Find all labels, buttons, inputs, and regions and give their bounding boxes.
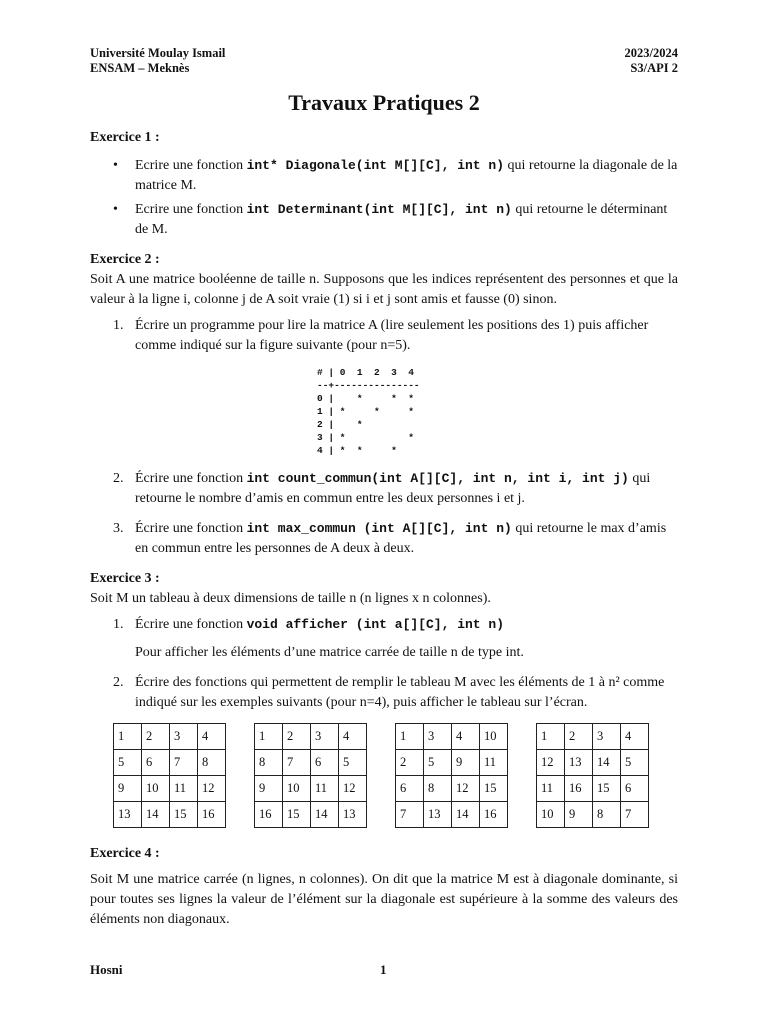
friendship-matrix-figure [317,366,678,457]
table-cell: 16 [255,802,283,828]
table-row [255,750,367,776]
table-cell: 10 [537,802,565,828]
list-item: 2. Écrire une fonction int count_commun(int A[][C], int n, int i, int j) qui retourne le nombre d’amis en commun entre les deux personnes i et j. [113,471,651,506]
table-cell: 4 [621,724,649,750]
exercise-1-list [90,156,678,240]
table-cell: 1 [114,724,142,750]
table-cell: 4 [452,724,480,750]
matrix-line: 2 | * [317,419,363,430]
table-row [396,724,508,750]
exercise-3-intro: Soit M un tableau à deux dimensions de taille n (n lignes x n colonnes). [90,591,491,606]
table-cell: 15 [170,802,198,828]
university-name: Université Moulay Ismail [90,46,226,60]
table-cell: 16 [480,802,508,828]
table-row [255,776,367,802]
table-row [396,750,508,776]
table-row [255,724,367,750]
table-cell: 13 [114,802,142,828]
table-cell: 12 [452,776,480,802]
table-cell: 7 [283,750,311,776]
table-cell: 14 [452,802,480,828]
list-item: 1. Écrire une fonction void afficher (int a[][C], int n) Pour afficher les éléments d’une matrice carrée de taille n de type int. [135,615,678,663]
table-cell: 5 [114,750,142,776]
table-cell: 5 [339,750,367,776]
table-cell: 7 [170,750,198,776]
table-cell: 9 [114,776,142,802]
table-cell: 1 [396,724,424,750]
table-cell: 16 [565,776,593,802]
table-cell: 6 [311,750,339,776]
example-table [113,723,226,828]
table-cell: 11 [480,750,508,776]
code-signature: int Determinant(int M[][C], int n) [246,202,512,217]
table-cell: 9 [565,802,593,828]
table-cell: 15 [480,776,508,802]
table-row [114,776,226,802]
table-cell: 11 [170,776,198,802]
bullet-icon: • [113,158,118,173]
table-cell: 9 [255,776,283,802]
table-cell: 16 [198,802,226,828]
code-signature: int* Diagonale(int M[][C], int n) [246,158,505,173]
footer-author: Hosni [90,962,123,977]
table-cell: 2 [565,724,593,750]
table-cell: 8 [255,750,283,776]
table-cell: 7 [621,802,649,828]
code-signature: int max_commun (int A[][C], int n) [246,521,512,536]
matrix-line: 4 | * * * [317,445,397,456]
table-cell: 14 [142,802,170,828]
code-signature: void afficher (int a[][C], int n) [246,617,505,632]
table-cell: 8 [198,750,226,776]
table-row [537,776,649,802]
example-tables [113,723,678,828]
table-row [114,802,226,828]
example-table [395,723,508,828]
matrix-line: --+--------------- [317,380,420,391]
matrix-line: 3 | * * [317,432,414,443]
list-item: 2. Écrire des fonctions qui permettent de remplir le tableau M avec les éléments de 1 à n² comme indiqué sur les exemples suivants (pour n=4), puis afficher le tableau sur l’écran. [113,675,665,710]
example-table [254,723,367,828]
exercise-2-title: Exercice 2 : [90,252,160,267]
exercise-4-text: Soit M une matrice carrée (n lignes, n colonnes). On dit que la matrice M est à diagonale dominante, si pour toutes ses lignes la valeur de l’élément sur la diagonale est supérieure à la somme des valeurs des éléments non diagonaux. [90,872,678,927]
table-cell: 15 [283,802,311,828]
table-cell: 5 [424,750,452,776]
example-table [536,723,649,828]
table-cell: 4 [198,724,226,750]
academic-year: 2023/2024 [624,46,678,60]
table-row [537,724,649,750]
table-cell: 1 [537,724,565,750]
table-cell: 2 [396,750,424,776]
table-cell: 7 [396,802,424,828]
exercise-3-list [90,615,678,713]
exercise-1-title: Exercice 1 : [90,130,160,145]
table-cell: 5 [621,750,649,776]
table-cell: 12 [537,750,565,776]
bullet-icon: • [113,202,118,217]
table-cell: 12 [198,776,226,802]
page-header [90,46,678,76]
list-item: 1. Écrire un programme pour lire la matrice A (lire seulement les positions des 1) puis afficher comme indiqué sur la figure suivante (pour n=5). # | 0 1 2 3 4 --+--------------- 0 | * * * 1 | * * * 2 | * 3 | * * 4 | * * * [135,316,678,457]
table-cell: 14 [311,802,339,828]
table-row [114,750,226,776]
table-cell: 3 [424,724,452,750]
table-cell: 2 [142,724,170,750]
table-cell: 15 [593,776,621,802]
table-row [255,802,367,828]
table-cell: 10 [283,776,311,802]
list-item: 3. Écrire une fonction int max_commun (int A[][C], int n) qui retourne le max d’amis en commun entre les personnes de A deux à deux. [113,521,667,556]
table-cell: 1 [255,724,283,750]
table-row [537,802,649,828]
page-title: Travaux Pratiques 2 [288,90,480,115]
exercise-2-intro: Soit A une matrice booléenne de taille n. Supposons que les indices représentent des personnes et que la valeur à la ligne i, colonne j de A soit vraie (1) si i et j sont amis et fausse (0) sinon. [90,272,678,307]
table-cell: 6 [142,750,170,776]
table-cell: 6 [621,776,649,802]
table-cell: 3 [170,724,198,750]
item-description: Pour afficher les éléments d’une matrice carrée de taille n de type int. [135,645,524,660]
table-row [114,724,226,750]
table-cell: 9 [452,750,480,776]
header-right [625,46,678,76]
table-cell: 4 [339,724,367,750]
code-signature: int count_commun(int A[][C], int n, int i, int j) [246,471,629,486]
exercise-3-title: Exercice 3 : [90,571,160,586]
course-code: S3/API 2 [630,61,678,75]
table-cell: 3 [593,724,621,750]
table-cell: 13 [339,802,367,828]
list-item: • Ecrire une fonction int* Diagonale(int M[][C], int n) qui retourne la diagonale de la matrice M. [113,158,678,193]
matrix-line: 0 | * * * [317,393,414,404]
table-row [396,802,508,828]
table-cell: 13 [424,802,452,828]
list-item: • Ecrire une fonction int Determinant(int M[][C], int n) qui retourne le déterminant de M. [113,202,668,237]
table-cell: 13 [565,750,593,776]
table-cell: 11 [311,776,339,802]
table-cell: 10 [480,724,508,750]
table-cell: 8 [593,802,621,828]
table-cell: 8 [424,776,452,802]
page-number: 1 [380,962,387,977]
table-cell: 6 [396,776,424,802]
table-cell: 10 [142,776,170,802]
table-cell: 14 [593,750,621,776]
table-cell: 2 [283,724,311,750]
matrix-line: 1 | * * * [317,406,414,417]
page-footer [90,962,678,978]
matrix-line: # | 0 1 2 3 4 [317,367,414,378]
header-left [90,46,225,76]
table-row [396,776,508,802]
table-cell: 12 [339,776,367,802]
table-row [537,750,649,776]
school-name: ENSAM – Meknès [90,61,190,75]
exercise-2-list [90,316,678,559]
table-cell: 3 [311,724,339,750]
table-cell: 11 [537,776,565,802]
exercise-4-title: Exercice 4 : [90,846,160,861]
